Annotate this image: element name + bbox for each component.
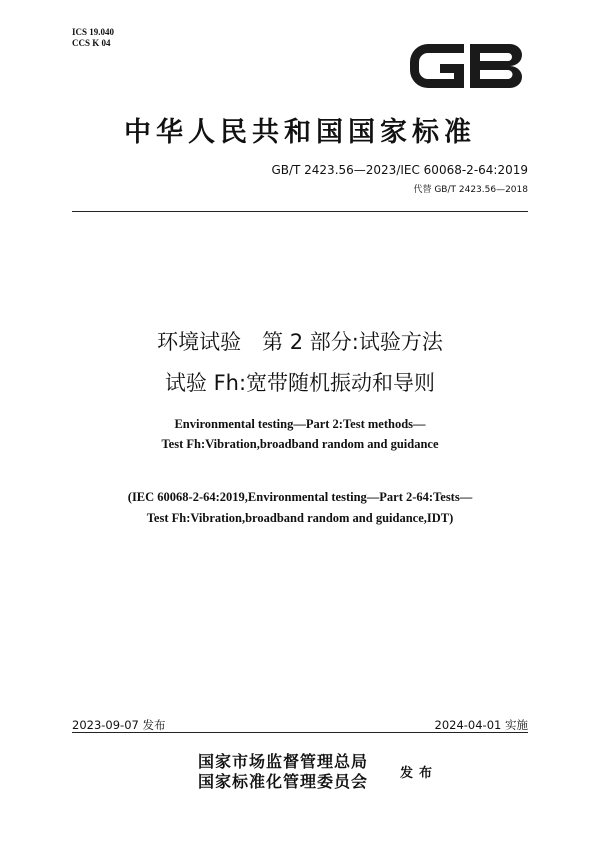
gb-logo xyxy=(406,40,530,92)
replaces-standard: 代替 GB/T 2423.56—2018 xyxy=(413,185,528,195)
issuing-authorities xyxy=(198,752,368,792)
top-divider xyxy=(72,211,528,212)
standard-category-title: 中华人民共和国国家标准 xyxy=(124,117,476,148)
standard-code: GB/T 2423.56—2023/IEC 60068-2-64:2019 xyxy=(271,163,528,177)
equivalence-line-2: Test Fh:Vibration,broadband random and guidance,IDT) xyxy=(146,511,454,525)
ics-code: ICS 19.040 xyxy=(72,27,115,37)
english-title-line-1: Environmental testing—Part 2:Test methods— xyxy=(174,417,426,431)
english-title-line-2: Test Fh:Vibration,broadband random and guidance xyxy=(161,437,439,451)
ccs-code: CCS K 04 xyxy=(72,38,111,48)
chinese-title-line-1: 环境试验 第 2 部分:试验方法 xyxy=(157,330,443,354)
chinese-title-line-2: 试验 Fh:宽带随机振动和导则 xyxy=(164,371,436,395)
issuer-sac: 国家标准化管理委员会 xyxy=(198,772,369,791)
equivalence-line-1: (IEC 60068-2-64:2019,Environmental testing—Part 2-64:Tests— xyxy=(127,490,473,504)
bottom-divider xyxy=(72,732,528,733)
classification-codes xyxy=(72,27,114,49)
issue-date: 2023-09-07 发布 xyxy=(72,718,166,732)
implementation-date: 2024-04-01 实施 xyxy=(434,718,528,732)
issuer-samr: 国家市场监督管理总局 xyxy=(198,752,369,771)
publish-label: 发布 xyxy=(400,766,439,781)
